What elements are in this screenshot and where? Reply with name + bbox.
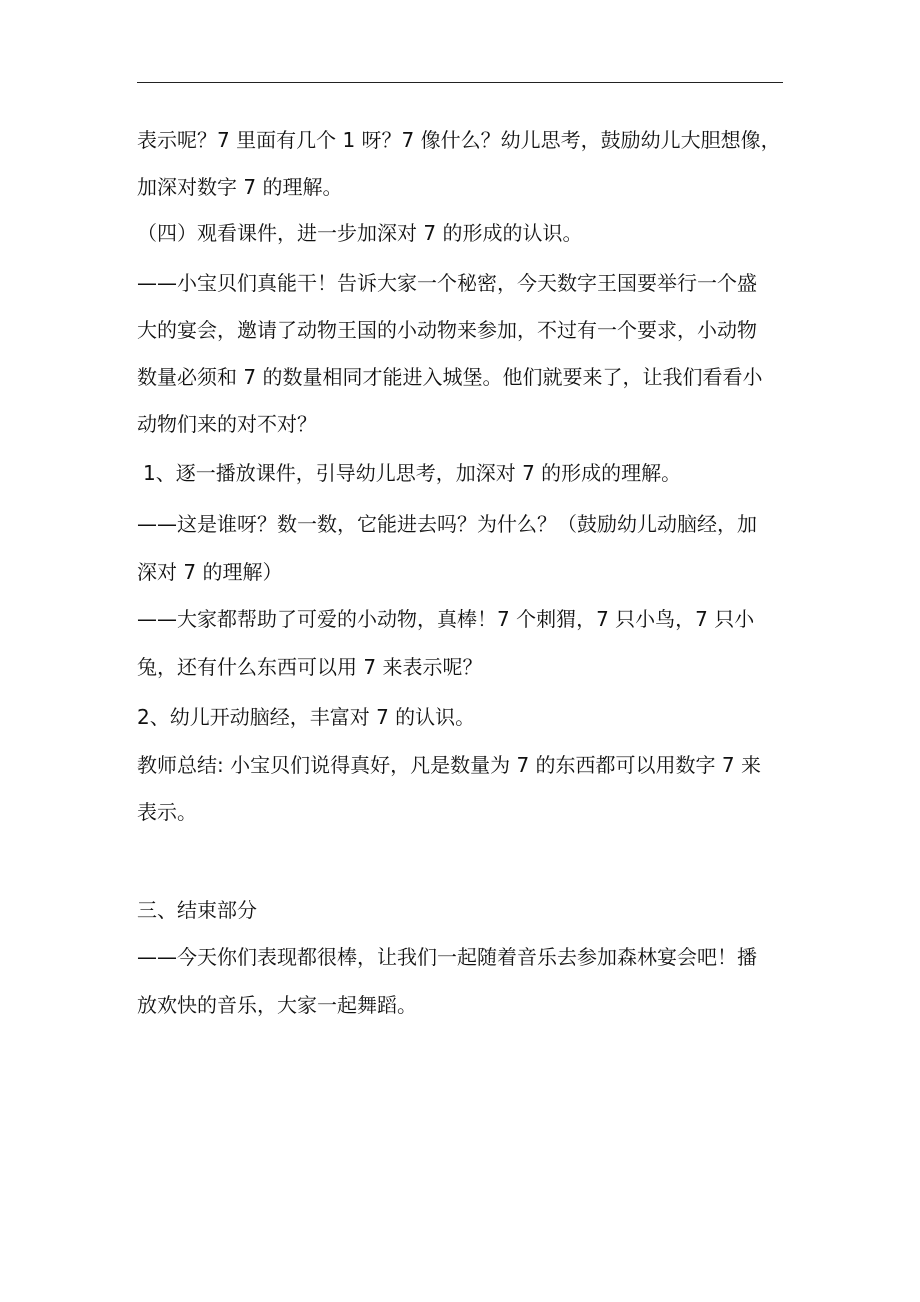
text-line: 2、幼儿开动脑经，丰富对 7 的认识。 [137, 705, 476, 729]
text-line: 教师总结: 小宝贝们说得真好，凡是数量为 7 的东西都可以用数字 7 来 [137, 753, 761, 777]
text-line: 大的宴会，邀请了动物王国的小动物来参加，不过有一个要求，小动物 [137, 318, 757, 342]
text-line: ——小宝贝们真能干！告诉大家一个秘密，今天数字王国要举行一个盛 [137, 271, 757, 295]
header-rule [137, 82, 783, 83]
text-line: 1、逐一播放课件，引导幼儿思考，加深对 7 的形成的理解。 [143, 461, 682, 485]
text-line: 兔，还有什么东西可以用 7 来表示呢？ [137, 655, 483, 679]
text-line: ——今天你们表现都很棒，让我们一起随着音乐去参加森林宴会吧！播 [137, 945, 757, 969]
text-line: ——这是谁呀？数一数，它能进去吗？为什么？（鼓励幼儿动脑经，加 [137, 512, 757, 536]
text-line: 放欢快的音乐，大家一起舞蹈。 [137, 993, 417, 1017]
text-line: （四）观看课件，进一步加深对 7 的形成的认识。 [137, 221, 583, 245]
text-line: 表示。 [137, 800, 197, 824]
text-line: 数量必须和 7 的数量相同才能进入城堡。他们就要来了，让我们看看小 [137, 365, 763, 389]
section-heading: 三、结束部分 [137, 898, 257, 922]
text-line: 加深对数字 7 的理解。 [137, 175, 343, 199]
text-line: 动物们来的对不对？ [137, 412, 317, 436]
text-line: 深对 7 的理解） [137, 560, 283, 584]
text-line: 表示呢？7 里面有几个 1 呀？7 像什么？幼儿思考，鼓励幼儿大胆想像， [137, 128, 781, 152]
text-line: ——大家都帮助了可爱的小动物，真棒！7 个刺猬，7 只小鸟，7 只小 [137, 607, 755, 631]
